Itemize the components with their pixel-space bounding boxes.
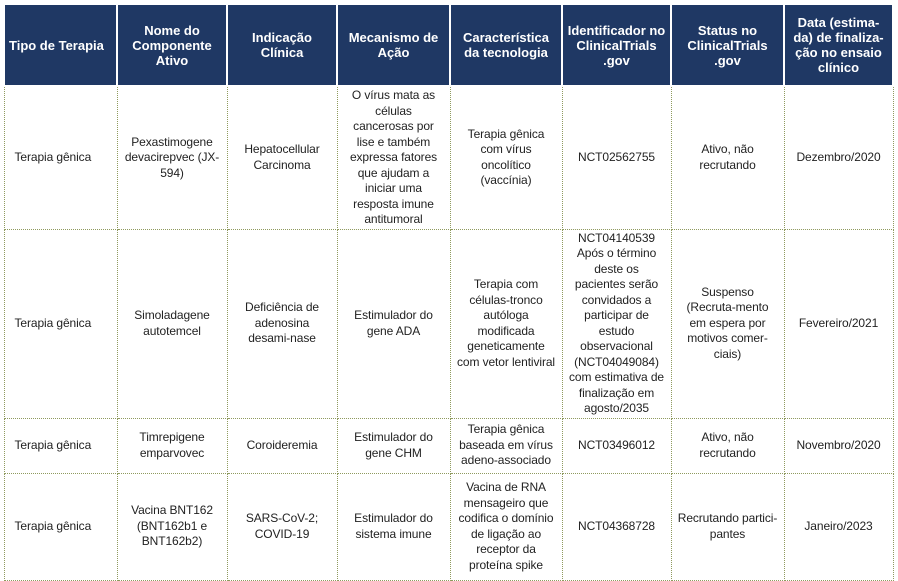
clinical-trials-table <box>3 3 894 581</box>
cell-data: Novembro/2020 <box>784 418 893 473</box>
cell-caracteristica: Terapia gênica com vírus oncolítico (vaccínia) <box>450 86 562 229</box>
cell-data: Dezembro/2020 <box>784 86 893 229</box>
table-row <box>4 418 893 473</box>
header-caracteristica: Característica da tecnologia <box>450 4 562 86</box>
cell-nome: Vacina BNT162 (BNT162b1 e BNT162b2) <box>117 473 227 580</box>
cell-indicacao: Deficiência de adenosina desami-nase <box>227 229 337 418</box>
cell-nome: Simoladagene autotemcel <box>117 229 227 418</box>
cell-nome: Pexastimogene devacirepvec (JX-594) <box>117 86 227 229</box>
cell-tipo: Terapia gênica <box>4 418 117 473</box>
table-row <box>4 473 893 580</box>
cell-tipo: Terapia gênica <box>4 229 117 418</box>
table-header-row <box>4 4 893 86</box>
cell-tipo: Terapia gênica <box>4 86 117 229</box>
cell-mecanismo: Estimulador do gene CHM <box>337 418 450 473</box>
cell-caracteristica: Vacina de RNA mensageiro que codifica o domínio de ligação ao receptor da proteína spike <box>450 473 562 580</box>
cell-status: Suspenso (Recruta-mento em espera por motivos comer-ciais) <box>671 229 784 418</box>
cell-mecanismo: Estimulador do gene ADA <box>337 229 450 418</box>
cell-data: Janeiro/2023 <box>784 473 893 580</box>
cell-status: Ativo, não recrutando <box>671 86 784 229</box>
header-nome-componente: Nome do Componente Ativo <box>117 4 227 86</box>
header-status: Status no ClinicalTrials .gov <box>671 4 784 86</box>
cell-indicacao: Coroideremia <box>227 418 337 473</box>
table-row <box>4 86 893 229</box>
cell-identificador: NCT04368728 <box>562 473 671 580</box>
header-tipo-de-terapia: Tipo de Terapia <box>4 4 117 86</box>
cell-nome: Timrepigene emparvovec <box>117 418 227 473</box>
header-indicacao: Indicação Clínica <box>227 4 337 86</box>
header-mecanismo: Mecanismo de Ação <box>337 4 450 86</box>
cell-data: Fevereiro/2021 <box>784 229 893 418</box>
cell-mecanismo: O vírus mata as células cancerosas por lise e também expressa fatores que ajudam a iniciar uma resposta imune antitumoral <box>337 86 450 229</box>
cell-indicacao: Hepatocellular Carcinoma <box>227 86 337 229</box>
table-row <box>4 229 893 418</box>
header-data: Data (estima-da) de finaliza-ção no ensaio clínico <box>784 4 893 86</box>
cell-caracteristica: Terapia gênica baseada em vírus adeno-associado <box>450 418 562 473</box>
cell-mecanismo: Estimulador do sistema imune <box>337 473 450 580</box>
cell-tipo: Terapia gênica <box>4 473 117 580</box>
cell-identificador: NCT03496012 <box>562 418 671 473</box>
cell-caracteristica: Terapia com células-tronco autóloga modificada geneticamente com vetor lentiviral <box>450 229 562 418</box>
header-identificador: Identificador no ClinicalTrials .gov <box>562 4 671 86</box>
cell-status: Recrutando partici-pantes <box>671 473 784 580</box>
cell-indicacao: SARS-CoV-2; COVID-19 <box>227 473 337 580</box>
cell-identificador: NCT04140539 Após o término deste os pacientes serão convidados a participar de estudo observacional (NCT04049084) com estimativa de finalização em agosto/2035 <box>562 229 671 418</box>
cell-identificador: NCT02562755 <box>562 86 671 229</box>
cell-status: Ativo, não recrutando <box>671 418 784 473</box>
